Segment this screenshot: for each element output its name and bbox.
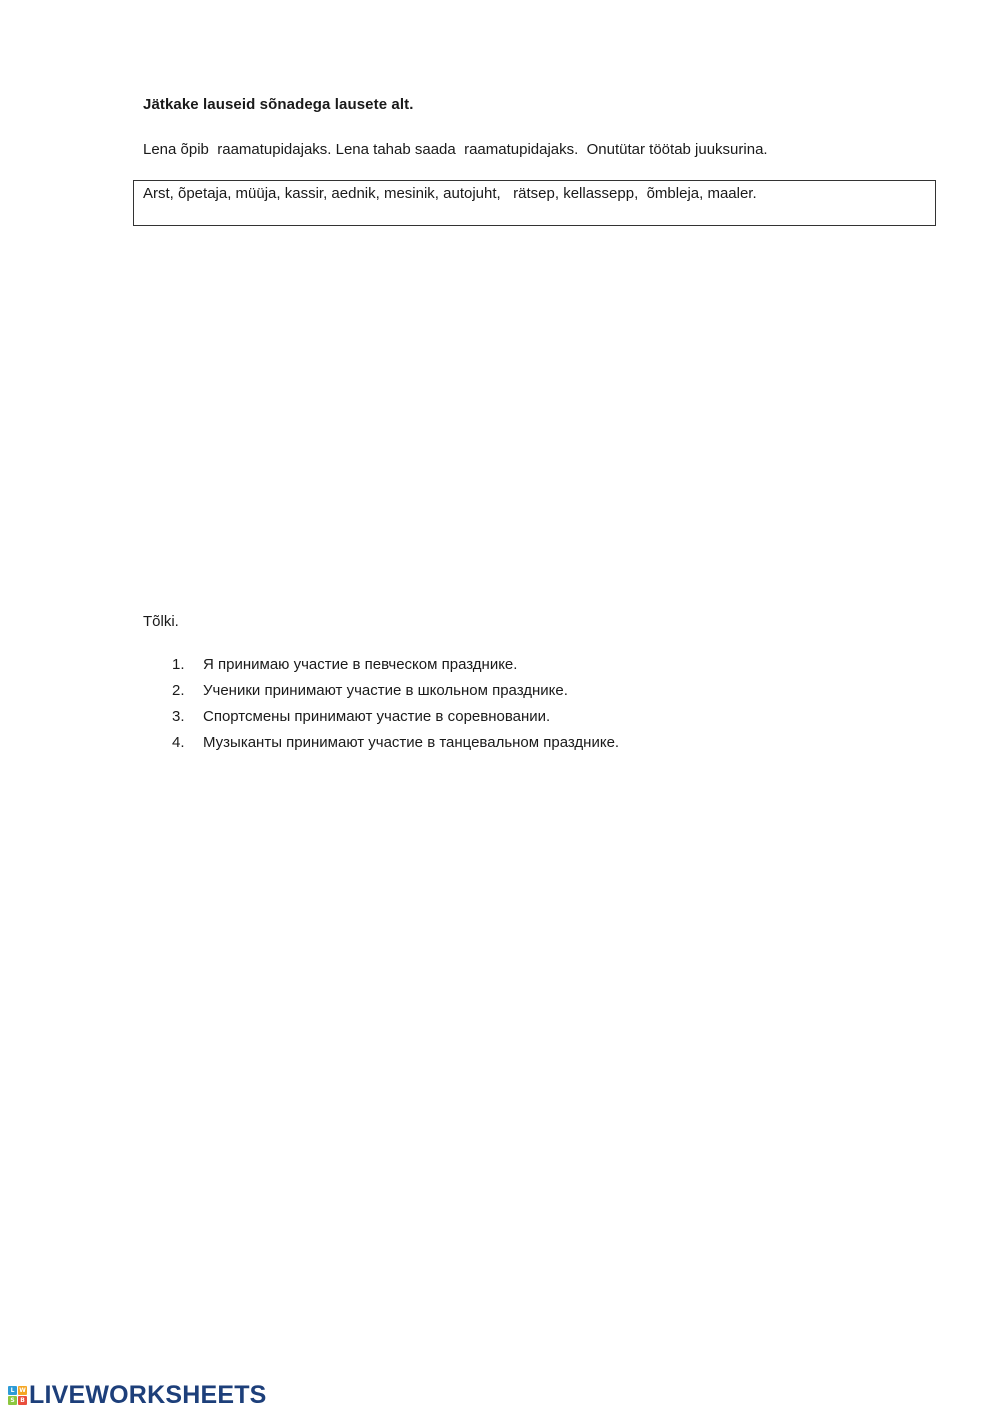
list-item-number: 4.: [172, 734, 185, 751]
list-item-number: 3.: [172, 708, 185, 725]
translate-label: Tõlki.: [143, 613, 179, 630]
list-item-text: Спортсмены принимают участие в соревновании.: [203, 708, 551, 725]
word-bank-text: Arst, õpetaja, müüja, kassir, aednik, mesinik, autojuht, rätsep, kellassepp, õmbleja, maaler.: [143, 185, 757, 202]
list-item-text: Я принимаю участие в певческом празднике.: [203, 656, 518, 673]
list-item: [172, 656, 619, 682]
logo-block: W: [19, 1386, 26, 1394]
list-item: [172, 682, 619, 708]
worksheet-heading: Jätkake lauseid sõnadega lausete alt.: [143, 96, 414, 113]
list-item: [172, 734, 619, 760]
logo-blocks-icon: [8, 1386, 27, 1405]
logo-block: L: [8, 1386, 17, 1395]
logo-block: B: [18, 1396, 27, 1405]
logo-text: LIVEWORKSHEETS: [29, 1380, 267, 1409]
list-item-number: 2.: [172, 682, 185, 699]
list-item-text: Музыканты принимают участие в танцевальном празднике.: [203, 734, 620, 751]
list-item: [172, 708, 619, 734]
logo-block: S: [8, 1396, 17, 1405]
list-item-text: Ученики принимают участие в школьном празднике.: [203, 682, 568, 699]
word-bank-box: [133, 180, 936, 226]
sentence-list: [172, 656, 619, 760]
example-sentences: Lena õpib raamatupidajaks. Lena tahab saada raamatupidajaks. Onutütar töötab juuksurina.: [143, 141, 768, 158]
list-item-number: 1.: [172, 656, 185, 673]
liveworksheets-logo[interactable]: [8, 1381, 267, 1409]
